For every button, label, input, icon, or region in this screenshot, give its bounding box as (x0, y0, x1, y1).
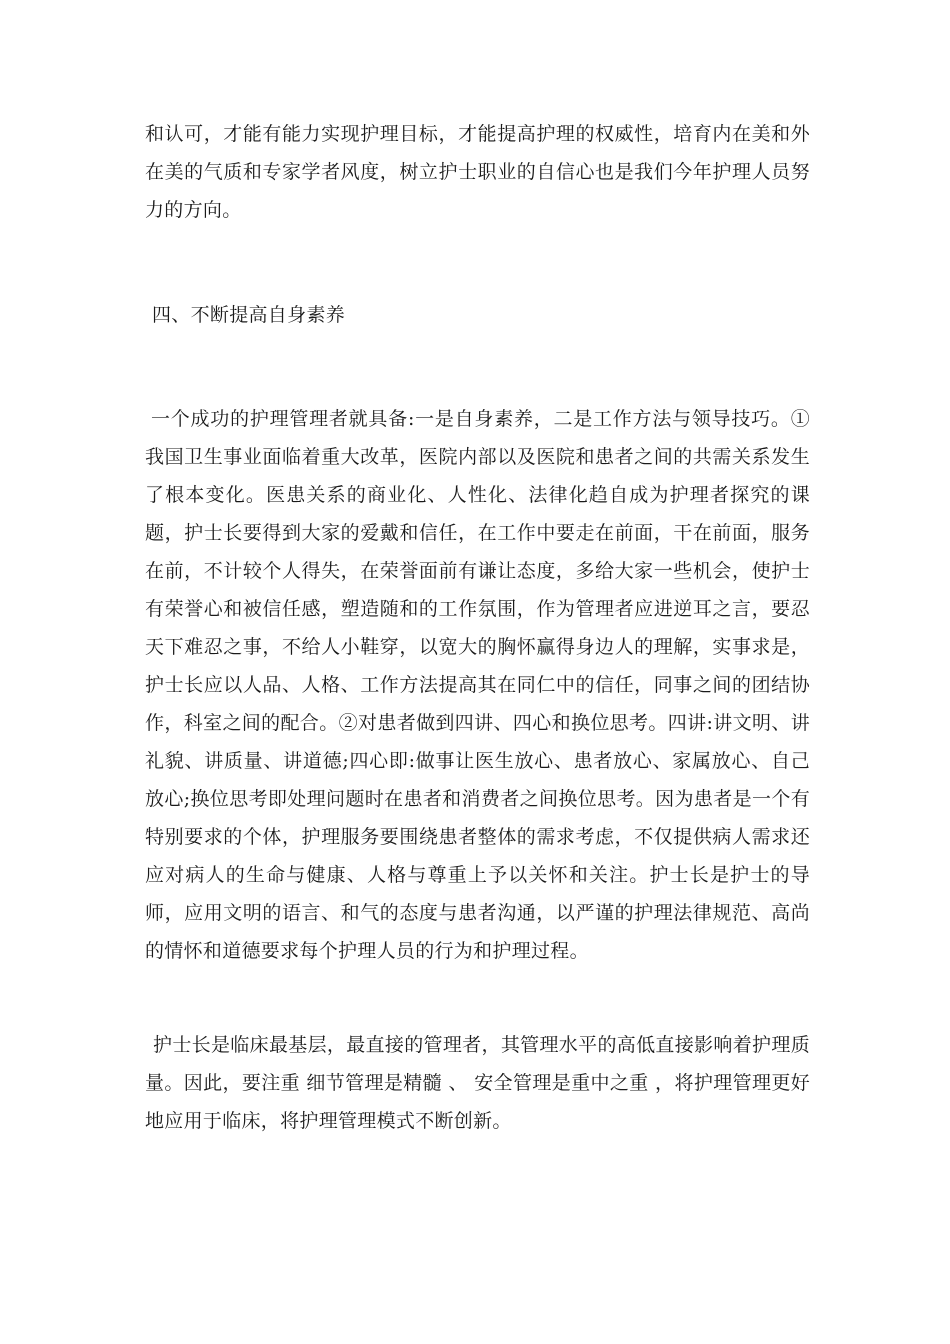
paragraph-self-cultivation: 一个成功的护理管理者就具备:一是自身素养，二是工作方法与领导技巧。①我国卫生事业面临着重大改革，医院内部以及医院和患者之间的共需关系发生了根本变化。医患关系的商业化、人性化、法律化趋自成为护理者探究的课题，护士长要得到大家的爱戴和信任，在工作中要走在前面，干在前面，服务在前，不计较个人得失，在荣誉面前有谦让态度，多给大家一些机会，使护士有荣誉心和被信任感，塑造随和的工作氛围，作为管理者应进逆耳之言，要忍天下难忍之事，不给人小鞋穿，以宽大的胸怀赢得身边人的理解，实事求是，护士长应以人品、人格、工作方法提高其在同仁中的信任，同事之间的团结协作，科室之间的配合。②对患者做到四讲、四心和换位思考。四讲:讲文明、讲礼貌、讲质量、讲道德;四心即:做事让医生放心、患者放心、家属放心、自己放心;换位思考即处理问题时在患者和消费者之间换位思考。因为患者是一个有特别要求的个体，护理服务要围绕患者整体的需求考虑，不仅提供病人需求还应对病人的生命与健康、人格与尊重上予以关怀和关注。护士长是护士的导师，应用文明的语言、和气的态度与患者沟通，以严谨的护理法律规范、高尚的情怀和道德要求每个护理人员的行为和护理过程。 (145, 408, 810, 962)
section-heading: 四、不断提高自身素养 (152, 304, 346, 326)
paragraph-head-nurse: 护士长是临床最基层，最直接的管理者，其管理水平的高低直接影响着护理质量。因此，要注重 细节管理是精髓 、 安全管理是重中之重 ，将护理管理更好地应用于临床，将护理管理模式不断创新。 (145, 1034, 810, 1132)
paragraph-continued: 和认可，才能有能力实现护理目标，才能提高护理的权威性，培育内在美和外在美的气质和专家学者风度，树立护士职业的自信心也是我们今年护理人员努力的方向。 (145, 123, 810, 221)
